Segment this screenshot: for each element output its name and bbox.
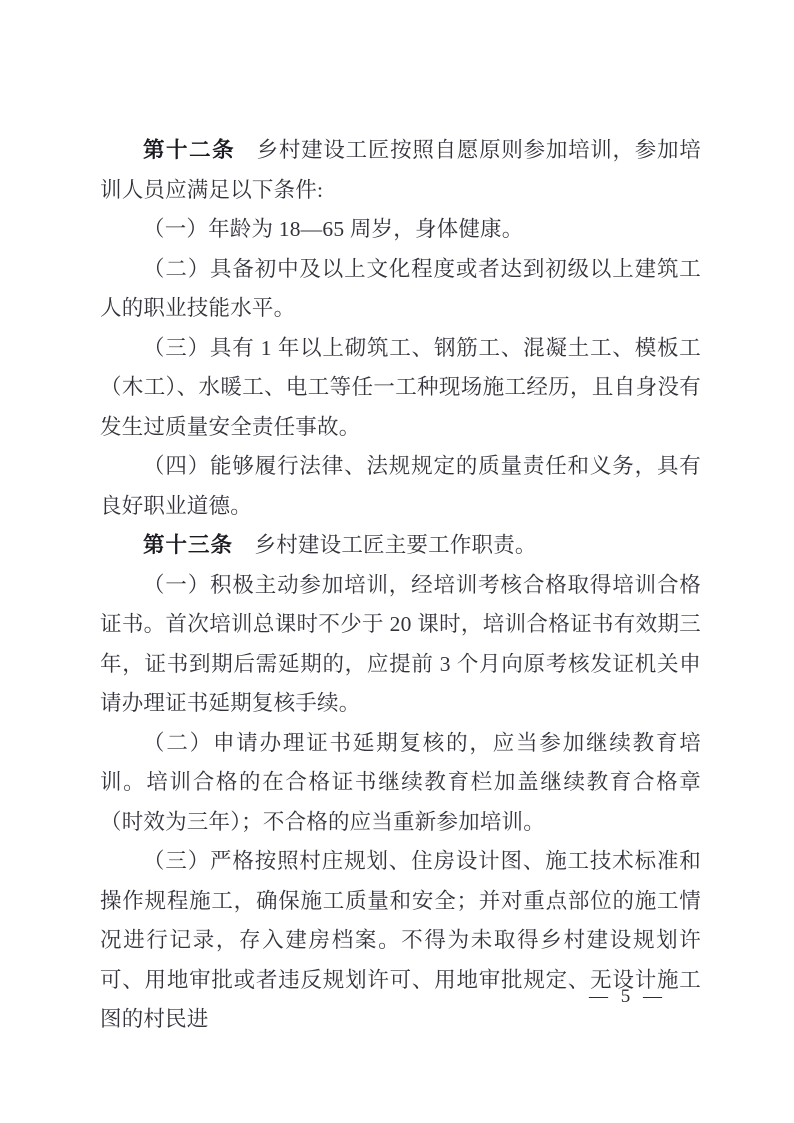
body-paragraph: （一）年龄为 18—65 周岁，身体健康。 — [143, 217, 524, 241]
page-number: — 5 — — [589, 986, 666, 1007]
article-heading-paragraph: 第十二条 乡村建设工匠按照自愿原则参加培训，参加培训人员应满足以下条件: — [100, 138, 701, 202]
article-number: 第十二条 — [143, 138, 236, 162]
article-heading-paragraph: 第十三条 乡村建设工匠主要工作职责。 — [143, 533, 537, 557]
article-number: 第十三条 — [143, 533, 234, 557]
body-paragraph: （三）严格按照村庄规划、住房设计图、施工技术标准和操作规程施工，确保施工质量和安全；并对重点部位的施工情况进行记录，存入建房档案。不得为未取得乡村建设规划许可、用地审批或者违反规划许可、用地审批规定、无设计施工图的村民进 — [100, 849, 701, 1031]
body-paragraph: （二）申请办理证书延期复核的，应当参加继续教育培训。培训合格的在合格证书继续教育栏加盖继续教育合格章（时效为三年）；不合格的应当重新参加培训。 — [100, 730, 701, 834]
body-paragraph: （三）具有 1 年以上砌筑工、钢筋工、混凝土工、模板工（木工）、水暖工、电工等任一工种现场施工经历，且自身没有发生过质量安全责任事故。 — [100, 335, 701, 439]
body-paragraph: （一）积极主动参加培训，经培训考核合格取得培训合格证书。首次培训总课时不少于 20 课时，培训合格证书有效期三年，证书到期后需延期的，应提前 3 个月向原考核发证机关申请办理证书延期复核手续。 — [100, 572, 701, 715]
document-body — [100, 131, 701, 1040]
body-paragraph: （四）能够履行法律、法规规定的质量责任和义务，具有良好职业道德。 — [100, 454, 701, 518]
body-paragraph: （二）具备初中及以上文化程度或者达到初级以上建筑工人的职业技能水平。 — [100, 256, 701, 320]
